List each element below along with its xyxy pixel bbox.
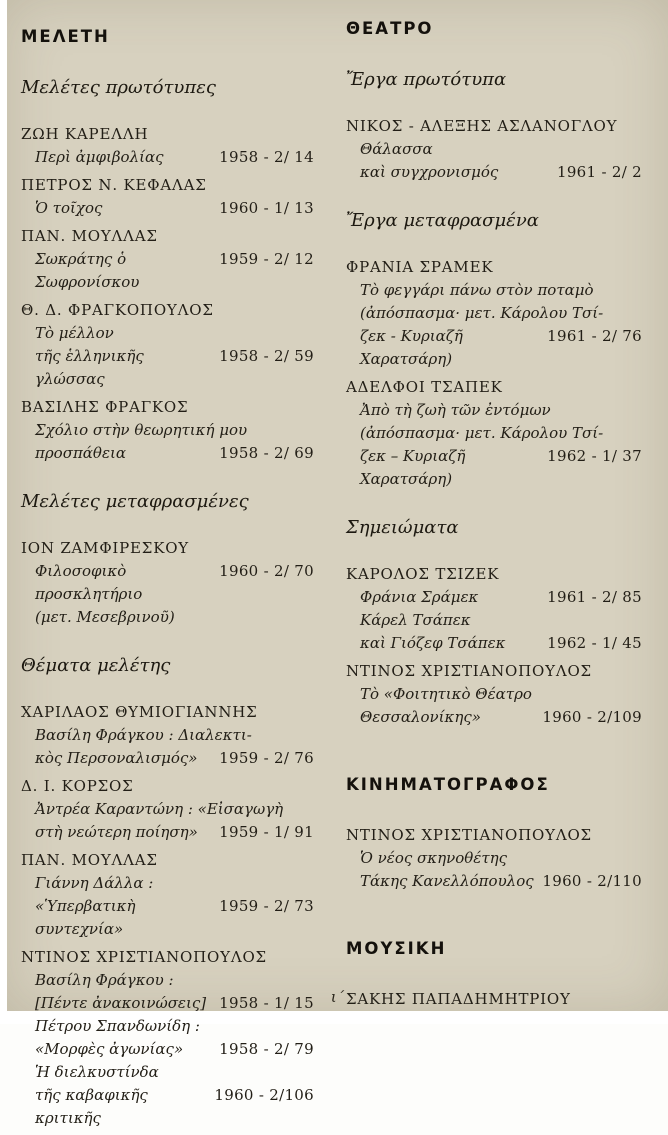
work-line bbox=[21, 322, 314, 345]
entry-author: ΚΑΡΟΛΟΣ ΤΣΙΖΕΚ bbox=[346, 565, 500, 583]
work-title: Θάλασσα bbox=[360, 140, 433, 158]
entry-author: ΒΑΣΙΛΗΣ ΦΡΑΓΚΟΣ bbox=[21, 398, 189, 416]
work-line bbox=[346, 399, 642, 422]
entry bbox=[346, 376, 642, 491]
work-ref: 1959 - 2/ 73 bbox=[219, 897, 314, 915]
work-line bbox=[21, 1061, 314, 1084]
work-line bbox=[21, 197, 314, 220]
work-title: στὴ νεώτερη ποίηση» bbox=[35, 823, 198, 841]
work-title: Τὸ «Φοιτητικὸ Θέατρο bbox=[360, 685, 532, 703]
entry-author: ΝΤΙΝΟΣ ΧΡΙΣΤΙΑΝΟΠΟΥΛΟΣ bbox=[346, 826, 592, 844]
work-line bbox=[346, 422, 642, 445]
entry bbox=[21, 174, 314, 220]
work-title: Σωκράτης ὁ Σωφρονίσκου bbox=[35, 250, 140, 291]
work-title: «Μορφὲς ἀγωνίας» bbox=[35, 1040, 184, 1058]
entry bbox=[21, 946, 314, 1130]
work-ref: 1960 - 2/109 bbox=[542, 708, 642, 726]
section-heading: ΜΕΛΕΤΗ bbox=[21, 27, 110, 46]
work-line bbox=[21, 606, 314, 629]
work-title: Φράνια Σράμεκ bbox=[360, 588, 479, 606]
work-line bbox=[21, 419, 314, 442]
work-line bbox=[346, 706, 642, 729]
entry bbox=[21, 537, 314, 629]
work-title: Θεσσαλονίκης» bbox=[360, 708, 481, 726]
work-title: καὶ συγχρονισμός bbox=[360, 163, 499, 181]
work-ref: 1960 - 2/106 bbox=[214, 1086, 314, 1104]
entry-author: ΝΙΚΟΣ - ΑΛΕΞΗΣ ΑΣΛΑΝΟΓΛΟΥ bbox=[346, 117, 618, 135]
work-line bbox=[346, 847, 642, 870]
work-title: Κάρελ Τσάπεκ bbox=[360, 611, 471, 629]
group-subheading: Θέματα μελέτης bbox=[21, 655, 171, 676]
work-line bbox=[21, 872, 314, 895]
entry-author: ΦΡΑΝΙΑ ΣΡΑΜΕΚ bbox=[346, 258, 494, 276]
entry bbox=[21, 775, 314, 844]
work-ref: 1959 - 2/ 76 bbox=[219, 749, 314, 767]
entry bbox=[346, 563, 642, 655]
section-heading: ΘΕΑΤΡΟ bbox=[346, 19, 434, 38]
work-line bbox=[21, 895, 314, 941]
work-ref: 1959 - 1/ 91 bbox=[219, 823, 314, 841]
column bbox=[346, 0, 642, 1135]
work-title: Ἀπὸ τὴ ζωὴ τῶν ἐντόμων bbox=[360, 401, 551, 419]
entry-author: ΠΕΤΡΟΣ Ν. ΚΕΦΑΛΑΣ bbox=[21, 176, 207, 194]
entry bbox=[21, 299, 314, 391]
section-heading: ΚΙΝΗΜΑΤΟΓΡΑΦΟΣ bbox=[346, 775, 550, 794]
section-heading: ΜΟΥΣΙΚΗ bbox=[346, 939, 447, 958]
work-title: Βασίλη Φράγκου : Διαλεκτι- bbox=[35, 726, 252, 744]
entry bbox=[21, 225, 314, 294]
work-ref: 1958 - 2/ 79 bbox=[219, 1040, 314, 1058]
work-ref: 1958 - 2/ 69 bbox=[219, 444, 314, 462]
work-ref: 1961 - 2/ 76 bbox=[547, 327, 642, 345]
entry bbox=[346, 824, 642, 893]
entry bbox=[21, 849, 314, 941]
work-line bbox=[346, 161, 642, 184]
work-line bbox=[21, 798, 314, 821]
work-line bbox=[21, 442, 314, 465]
entry-author: ΧΑΡΙΛΑΟΣ ΘΥΜΙΟΓΙΑΝΝΗΣ bbox=[21, 703, 258, 721]
entry-author: ΝΤΙΝΟΣ ΧΡΙΣΤΙΑΝΟΠΟΥΛΟΣ bbox=[21, 948, 267, 966]
work-title: καὶ Γιόζεφ Τσάπεκ bbox=[360, 634, 506, 652]
work-line bbox=[21, 560, 314, 606]
work-line bbox=[21, 969, 314, 992]
work-line bbox=[346, 683, 642, 706]
page-number: ι΄ bbox=[330, 988, 345, 1006]
entry-author: ΝΤΙΝΟΣ ΧΡΙΣΤΙΑΝΟΠΟΥΛΟΣ bbox=[346, 662, 592, 680]
work-line bbox=[346, 302, 642, 325]
work-title: Σχόλιο στὴν θεωρητική μου bbox=[35, 421, 248, 439]
work-ref: 1961 - 2/ 2 bbox=[557, 163, 642, 181]
entry bbox=[346, 256, 642, 371]
work-title: Βασίλη Φράγκου : bbox=[35, 971, 174, 989]
entry-author: Δ. Ι. ΚΟΡΣΟΣ bbox=[21, 777, 134, 795]
columns bbox=[7, 0, 668, 1135]
work-line bbox=[21, 821, 314, 844]
paper bbox=[7, 0, 668, 1127]
entry-author: Θ. Δ. ΦΡΑΓΚΟΠΟΥΛΟΣ bbox=[21, 301, 214, 319]
work-title: (μετ. Μεσεβρινοῦ) bbox=[35, 608, 175, 626]
work-title: «Ὑπερβατικὴ συντεχνία» bbox=[35, 897, 136, 938]
entry-author: ΖΩΗ ΚΑΡΕΛΛΗ bbox=[21, 125, 149, 143]
group-subheading: Μελέτες μεταφρασμένες bbox=[21, 491, 249, 512]
work-title: προσπάθεια bbox=[35, 444, 127, 462]
work-line bbox=[346, 325, 642, 371]
entry-author: ΠΑΝ. ΜΟΥΛΛΑΣ bbox=[21, 227, 158, 245]
work-line bbox=[346, 586, 642, 609]
work-title: τῆς ἑλληνικῆς γλώσσας bbox=[35, 347, 144, 388]
work-title: Περὶ ἀμφιβολίας bbox=[35, 148, 164, 166]
group-subheading: Ἔργα μεταφρασμένα bbox=[346, 210, 539, 231]
work-line bbox=[21, 248, 314, 294]
work-title: Τὸ μέλλον bbox=[35, 324, 114, 342]
work-line bbox=[21, 345, 314, 391]
work-line bbox=[21, 1015, 314, 1038]
work-title: Τάκης Κανελλόπουλος bbox=[360, 872, 534, 890]
work-title: Πέτρου Σπανδωνίδη : bbox=[35, 1017, 200, 1035]
entry bbox=[346, 660, 642, 729]
entry bbox=[21, 701, 314, 770]
work-ref: 1961 - 2/ 85 bbox=[547, 588, 642, 606]
work-ref: 1958 - 1/ 15 bbox=[219, 994, 314, 1012]
group-subheading: Μελέτες πρωτότυπες bbox=[21, 77, 216, 98]
entry-author: ΙΟΝ ΖΑΜΦΙΡΕΣΚΟΥ bbox=[21, 539, 190, 557]
work-ref: 1958 - 2/ 59 bbox=[219, 347, 314, 365]
work-line bbox=[346, 445, 642, 491]
work-title: [Πέντε ἀνακοινώσεις] bbox=[35, 994, 207, 1012]
entry-author: ΠΑΝ. ΜΟΥΛΛΑΣ bbox=[21, 851, 158, 869]
work-ref: 1960 - 1/ 13 bbox=[219, 199, 314, 217]
work-line bbox=[21, 1038, 314, 1061]
work-line bbox=[346, 279, 642, 302]
work-line bbox=[21, 724, 314, 747]
entry bbox=[21, 123, 314, 169]
work-title: κὸς Περσοναλισμός» bbox=[35, 749, 198, 767]
work-ref: 1959 - 2/ 12 bbox=[219, 250, 314, 268]
work-line bbox=[346, 138, 642, 161]
work-line bbox=[346, 609, 642, 632]
entry bbox=[346, 115, 642, 184]
work-ref: 1960 - 2/ 70 bbox=[219, 562, 314, 580]
work-title: Ὁ τοῖχος bbox=[35, 199, 103, 217]
entry bbox=[21, 396, 314, 465]
entry-author: ΣΑΚΗΣ ΠΑΠΑΔΗΜΗΤΡΙΟΥ bbox=[346, 990, 571, 1008]
work-ref: 1962 - 1/ 45 bbox=[547, 634, 642, 652]
work-line bbox=[21, 1084, 314, 1130]
work-title: (ἀπόσπασμα· μετ. Κάρολου Τσί- bbox=[360, 304, 604, 322]
work-line bbox=[346, 870, 642, 893]
work-title: (ἀπόσπασμα· μετ. Κάρολου Τσί- bbox=[360, 424, 604, 442]
work-title: Τὸ φεγγάρι πάνω στὸν ποταμὸ bbox=[360, 281, 594, 299]
work-title: Ἀντρέα Καραντώνη : «Εἰσαγωγὴ bbox=[35, 800, 284, 818]
work-title: Ὁ νέος σκηνοθέτης bbox=[360, 849, 508, 867]
work-line bbox=[21, 747, 314, 770]
work-title: Ἡ διελκυστίνδα bbox=[35, 1063, 159, 1081]
work-ref: 1962 - 1/ 37 bbox=[547, 447, 642, 465]
work-title: ζεκ - Κυριαζῆ Χαρατσάρη) bbox=[360, 327, 463, 368]
work-line bbox=[21, 146, 314, 169]
work-title: ζεκ – Κυριαζῆ Χαρατσάρη) bbox=[360, 447, 466, 488]
group-subheading: Σημειώματα bbox=[346, 517, 459, 538]
group-subheading: Ἔργα πρωτότυπα bbox=[346, 69, 507, 90]
work-title: Γιάννη Δάλλα : bbox=[35, 874, 154, 892]
work-ref: 1958 - 2/ 14 bbox=[219, 148, 314, 166]
work-ref: 1960 - 2/110 bbox=[542, 872, 642, 890]
work-line bbox=[346, 632, 642, 655]
work-title: Φιλοσοφικὸ προσκλητήριο bbox=[35, 562, 143, 603]
column bbox=[21, 0, 314, 1135]
work-title: τῆς καβαφικῆς κριτικῆς bbox=[35, 1086, 148, 1127]
entry-author: ΑΔΕΛΦΟΙ ΤΣΑΠΕΚ bbox=[346, 378, 503, 396]
